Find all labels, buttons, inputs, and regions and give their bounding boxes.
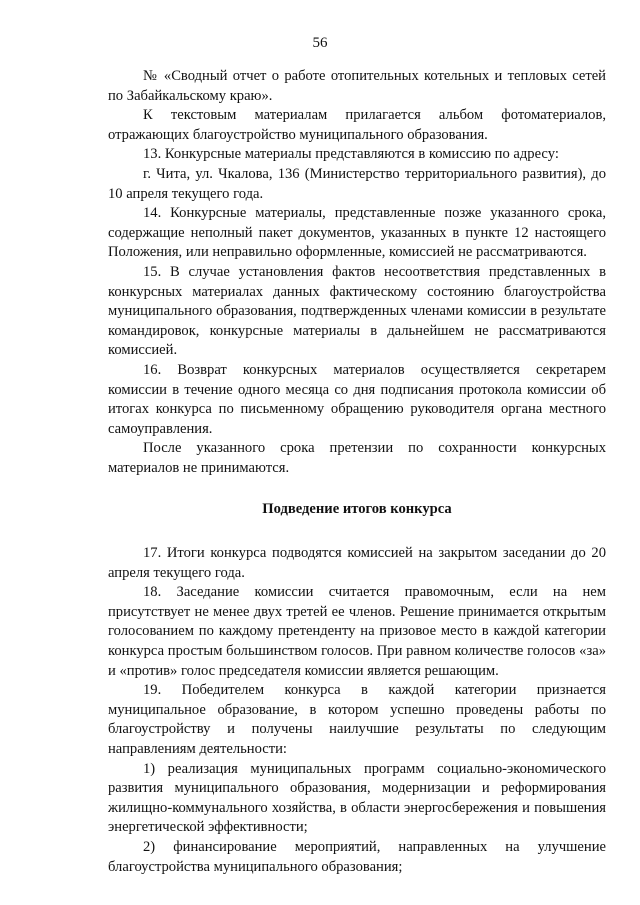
paragraph-16-return: 16. Возврат конкурсных материалов осуществляется секретарем комиссии в течение одного месяца со дня подписания протокола комиссии об итогах конкурса по письменному обращению руководителя органа местного самоуправления. [108, 361, 606, 437]
paragraph-claims: После указанного срока претензии по сохранности конкурсных материалов не принимаются. [108, 440, 606, 476]
paragraph-photo-album: К текстовым материалам прилагается альбом фотоматериалов, отражающих благоустройство муниципального образования. [108, 107, 606, 143]
page-number: 56 [312, 35, 328, 51]
paragraph-address: г. Чита, ул. Чкалова, 136 (Министерство территориального развития), до 10 апреля текущего года. [108, 165, 606, 202]
paragraph-17-results: 17. Итоги конкурса подводятся комиссией на закрытом заседании до 20 апреля текущего года. [108, 545, 606, 581]
document-body [108, 67, 606, 877]
list-item-2-financing: 2) финансирование мероприятий, направленных на улучшение благоустройства муниципального образования; [108, 838, 606, 875]
paragraph-14-late-materials: 14. Конкурсные материалы, представленные позже указанного срока, содержащие неполный пакет документов, указанных в пункте 12 настоящего Положения, или неправильно оформленные, комиссией не рассматриваются. [108, 205, 606, 261]
paragraph-19-winner: 19. Победителем конкурса в каждой категории признается муниципальное образование, в котором успешно проведены работы по благоустройству и получены наилучшие результаты по следующим направлениям деятельности: [108, 682, 606, 757]
section-heading: Подведение итогов конкурса [262, 501, 452, 518]
paragraph-13-submission: 13. Конкурсные материалы представляются в комиссию по адресу: [143, 146, 559, 163]
paragraph-15-inconsistency: 15. В случае установления фактов несоответствия представленных в конкурсных материалах данных фактическому состоянию благоустройства муниципального образования, подтвержденных членами комиссии в результате командировок, конкурсные материалы в дальнейшем не рассматриваются комиссией. [108, 263, 606, 359]
paragraph-18-quorum: 18. Заседание комиссии считается правомочным, если на нем присутствует не менее двух третей ее членов. Решение принимается открытым голосованием по каждому претенденту на призовое место в каждой категории конкурса простым большинством голосов. При равном количестве голосов «за» и «против» голос председателя комиссии является решающим. [108, 584, 606, 679]
list-item-1-programs: 1) реализация муниципальных программ социально-экономического развития муниципального образования, модернизации и реформирования жилищно-коммунального хозяйства, в области энергосбережения и повышения энергетической эффективности; [108, 760, 606, 836]
paragraph-report-title: № «Сводный отчет о работе отопительных котельных и тепловых сетей по Забайкальскому краю». [108, 68, 606, 104]
